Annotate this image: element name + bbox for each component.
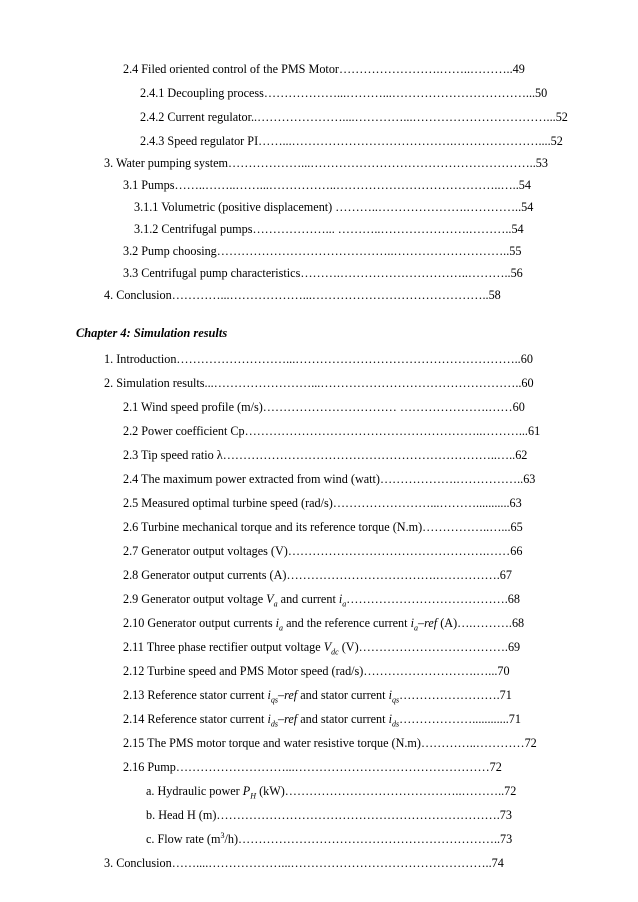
entry-text: 2.9 Generator output voltage	[123, 592, 267, 606]
toc-entry[interactable]: 2.3 Tip speed ratio λ…………………………………………………………..…..62	[123, 448, 528, 462]
math-symbol: i	[267, 688, 271, 702]
entry-leader: (kW)……………………………………..………..72	[256, 784, 517, 798]
math-subscript: qs	[270, 695, 279, 705]
entry-leader: (V)……………………………….69	[338, 640, 521, 654]
toc-entry[interactable]: 2.4.1 Decoupling process………………...………...……………………………...50	[140, 86, 548, 100]
toc-entry[interactable]: b. Head H (m)…………………………………………………………….73	[146, 808, 512, 822]
toc-entry[interactable]: 3.1 Pumps……..……..……...……………..…………………………………..…..54	[123, 178, 531, 192]
math-subscript: dc	[331, 647, 339, 657]
toc-entry[interactable]: 2.2 Power coefficient Cp…………………………………………………..………...61	[123, 424, 541, 438]
math-subscript: a	[279, 623, 284, 633]
toc-entry[interactable]	[123, 688, 512, 705]
toc-entry[interactable]: 2.8 Generator output currents (A)……………………………….…………….67	[123, 568, 512, 582]
toc-entry[interactable]: 2.1 Wind speed profile (m/s)…………………………… ………………….……60	[123, 400, 525, 414]
math-symbol: i	[275, 616, 280, 630]
entry-text: 2.11 Three phase rectifier output voltage	[123, 640, 324, 654]
entry-leader: …………………….71	[399, 688, 512, 702]
math-subscript: ds	[270, 719, 279, 729]
math-ref: –ref	[417, 616, 438, 630]
toc-entry[interactable]: 3.1.2 Centrifugal pumps………………... ………..………………….………..54	[134, 222, 524, 236]
math-symbol: i	[267, 712, 271, 726]
toc-entry[interactable]	[123, 616, 525, 633]
toc-entry[interactable]: 3.2 Pump choosing……………………………………..………………………..55	[123, 244, 522, 258]
math-symbol: i	[388, 712, 392, 726]
math-subscript: a	[273, 599, 278, 609]
math-subscript: ds	[391, 719, 400, 729]
toc-entry[interactable]: 2.15 The PMS motor torque and water resistive torque (N.m)…………..…………72	[123, 736, 537, 750]
toc-entry[interactable]: 2.5 Measured optimal turbine speed (rad/s)……………………...………...........63	[123, 496, 522, 510]
entry-text: a. Hydraulic power	[146, 784, 243, 798]
toc-entry[interactable]	[123, 592, 520, 609]
entry-text: 2.10 Generator output currents	[123, 616, 276, 630]
toc-entry[interactable]: 1. Introduction………………………...………………………………………………..60	[104, 352, 533, 366]
math-symbol: i	[388, 688, 392, 702]
toc-entry[interactable]: 3.1.1 Volumetric (positive displacement) ………..………………….…………..54	[134, 200, 534, 214]
superscript: 3	[220, 830, 225, 840]
toc-entry[interactable]: 3. Water pumping system………………...………………………………………………..53	[104, 156, 548, 170]
math-symbol: V	[266, 592, 274, 606]
toc-entry[interactable]: 2.12 Turbine speed and PMS Motor speed (rad/s)……………………….…...70	[123, 664, 510, 678]
toc-entry[interactable]: 2.6 Turbine mechanical torque and its reference torque (N.m)……………..…...65	[123, 520, 523, 534]
entry-leader: /h)………………………………………………………..73	[224, 832, 513, 846]
toc-entry[interactable]: 2.7 Generator output voltages (V)………………………………………….……66	[123, 544, 523, 558]
entry-text: 2.13 Reference stator current	[123, 688, 268, 702]
toc-entry[interactable]: 3.3 Centrifugal pump characteristics……….…………………………..………..56	[123, 266, 523, 280]
toc-entry[interactable]: 2. Simulation results...……………………...…………………………………………..60	[104, 376, 534, 390]
toc-entry[interactable]: 3. Conclusion……....………………...…………………………………………..74	[104, 856, 504, 870]
entry-leader: (A)….……….68	[437, 616, 525, 630]
toc-entry[interactable]: 2.4 Filed oriented control of the PMS Motor…………………….……..………..49	[123, 62, 525, 76]
toc-entry[interactable]	[123, 640, 521, 657]
math-subscript: H	[250, 791, 257, 801]
toc-entry[interactable]: 2.4.3 Speed regulator PI……...………………………………….…………………....52	[140, 134, 563, 148]
entry-text: and stator current	[297, 712, 389, 726]
toc-entry[interactable]: 4. Conclusion…………...………………...……………………………………..58	[104, 288, 501, 302]
toc-entry[interactable]: 2.4 The maximum power extracted from wind (watt)……………….……………..63	[123, 472, 536, 486]
math-symbol: i	[410, 616, 414, 630]
chapter-title: Chapter 4: Simulation results	[76, 326, 228, 340]
entry-text: and stator current	[297, 688, 389, 702]
entry-leader: ………………............71	[399, 712, 521, 726]
entry-leader: ………………………………….68	[346, 592, 520, 606]
toc-entry[interactable]	[123, 712, 521, 729]
math-symbol: P	[242, 784, 251, 798]
toc-entry[interactable]: 2.16 Pump………………………...…………………………………………72	[123, 760, 502, 774]
entry-text: c. Flow rate (m	[146, 832, 221, 846]
entry-text: 2.14 Reference stator current	[123, 712, 268, 726]
math-ref: –ref	[278, 712, 298, 726]
math-symbol: i	[338, 592, 343, 606]
entry-text: and the reference current	[283, 616, 411, 630]
toc-entry[interactable]: 2.4.2 Current regulator..…………………....…………...……………………………...52	[140, 110, 568, 124]
math-symbol: V	[323, 640, 332, 654]
math-ref: –ref	[278, 688, 298, 702]
math-subscript: a	[342, 599, 347, 609]
entry-text: and current	[277, 592, 339, 606]
toc-entry[interactable]	[146, 832, 512, 846]
math-subscript: qs	[391, 695, 400, 705]
math-subscript: a	[413, 623, 418, 633]
toc-entry[interactable]	[146, 784, 517, 801]
